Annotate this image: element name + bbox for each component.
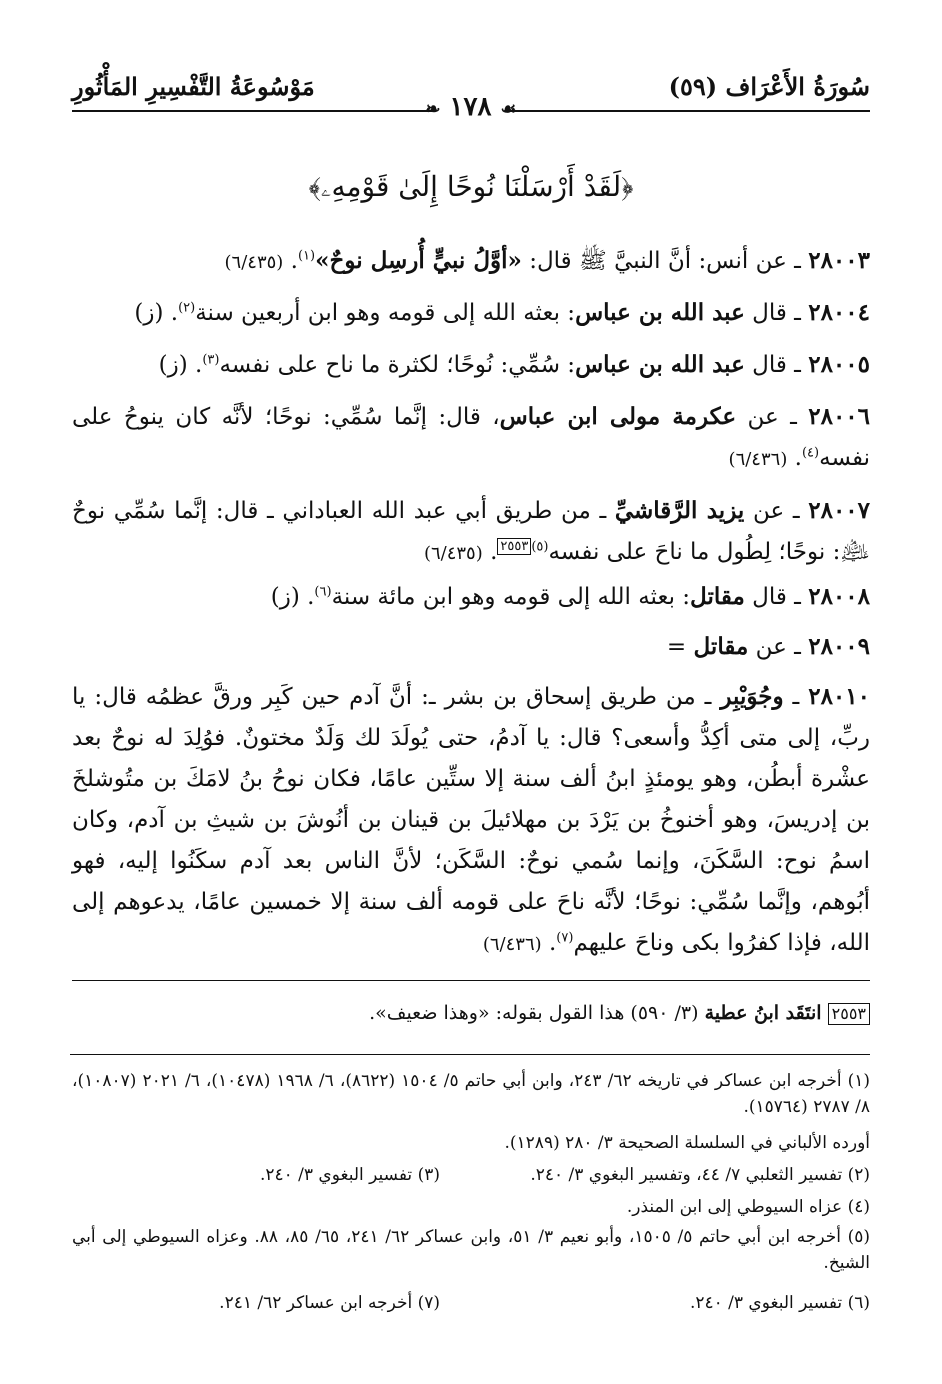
narrator-name: يزيد الرَّقاشيِّ: [614, 497, 745, 524]
footnote-marker[interactable]: (٥): [531, 539, 549, 555]
narrator-name: عكرمة مولى ابن عباس: [499, 403, 737, 430]
punctuation: .: [541, 930, 557, 956]
footnote-separator: [70, 1054, 870, 1055]
footnote-marker[interactable]: (١): [297, 248, 316, 264]
source-tag: . (ز): [158, 352, 203, 378]
page-number: [420, 92, 522, 122]
footnote-1: (١) أخرجه ابن عساكر في تاريخه ٦٢/ ٢٤٣، وابن أبي حاتم ٥/ ١٥٠٤ (٨٦٢٢)، ٦/ ١٩٦٨ (١٠٤٧٨)، ٦/ ٢٠٢١ (١٠٨٠٧)، ٨/ ٢٧٨٧ (١٥٧٦٤).: [72, 1071, 871, 1117]
footnote-marker[interactable]: (٧): [556, 930, 574, 946]
commentary-box-marker[interactable]: ٢٥٥٣: [497, 538, 531, 555]
narration-text: ـ عن: [748, 634, 801, 660]
narration-entry: [72, 676, 870, 965]
quran-verse: ﴿لَقَدْ أَرْسَلْنَا نُوحًا إِلَىٰ قَوْمِهِۦ﴾: [308, 170, 634, 203]
commentary-text: (٣/ ٥٩٠) هذا القول بقوله: «وهذا ضعيف».: [369, 1002, 705, 1024]
narration-number: ٢٨٠٠٧: [808, 497, 871, 524]
source-tag: . (ز): [134, 300, 179, 326]
commentary-number[interactable]: ٢٥٥٣: [828, 1003, 870, 1025]
header-rule-right: [510, 110, 870, 112]
narration-number: ٢٨٠٠٦: [808, 403, 871, 430]
book-header-title: مَوْسُوعَةُ التَّفْسِيرِ المَأْثُورِ: [72, 72, 315, 101]
narration-entry: [72, 396, 870, 480]
narration-text: : بعثه الله إلى قومه وهو ابن مائة سنة: [331, 584, 691, 610]
narration-text: ـ من طريق أبي عبد الله العباداني ـ قال: إنَّما سُمِّي نوحٌ ﵇: نوحًا؛ لِطُول ما ناحَ على نفسه: [72, 498, 870, 565]
volume-reference: (٦/٤٣٦): [728, 449, 788, 470]
footnote-7: (٧) أخرجه ابن عساكر ٦٢/ ٢٤١.: [219, 1293, 440, 1313]
footnote-3: (٣) تفسير البغوي ٣/ ٢٤٠.: [259, 1165, 440, 1185]
source-tag: . (ز): [270, 584, 315, 610]
footnote-marker[interactable]: (٤): [801, 445, 820, 461]
narration-number: ٢٨٠٠٤: [808, 299, 870, 326]
footnote-2: (٢) تفسير الثعلبي ٧/ ٤٤، وتفسير البغوي ٣/ ٢٤٠.: [530, 1165, 870, 1185]
footnote-marker[interactable]: (٦): [314, 584, 332, 600]
narration-text: : سُمِّي: نُوحًا؛ لكثرة ما ناح على نفسه: [219, 352, 576, 378]
narration-entry: [72, 344, 870, 386]
footnote-5: (٥) أخرجه ابن أبي حاتم ٥/ ١٥٠٥، وأبو نعيم ٣/ ٥١، وابن عساكر ٦٢/ ٢٤١، ٦٥/ ٨٥، ٨٨. وعزاه السيوطي إلى أبي الشيخ.: [72, 1227, 871, 1273]
narrator-name: وجُوَيْبِر: [720, 683, 784, 710]
narration-text: ـ من طريق إسحاق بن بشر ـ: أنَّ آدم حين كَبِر ورقَّ عظمُه قال: يا ربِّ، إلى متى أكِدُّ وأسعى؟ قال: يا آدمُ، حتى يُولَدَ لك وَلَدٌ مختونٌ. فوُلِدَ له نوحٌ بعد عشْرة أبطُن، وهو يومئذٍ ابنُ ألف سنة إلا ستِّين عامًا، فكان نوحُ بنُ لامَكَ بن متُوشلخَ بن إدريسَ، وهو أخنوخُ بن يَرْدَ بن مهلائيلَ بن قينان بن أنُوشَ بن شيثِ بن آدم، وكان اسمُ نوح: السَّكَنَ، وإنما سُمي نوحٌ: السَّكَن؛ لأنَّ الناس بعد آدم سكَنُوا إليه، فهو أبُوهم، وإنَّما سُمِّي: نوحًا؛ لأنَّه ناحَ على قومه ألف سنة إلا خمسين عامًا، يدعوهم إلى الله، فإذا كفرُوا بكى وناحَ عليهم: [72, 684, 870, 956]
narration-entry: [72, 490, 870, 574]
ornament-icon: ❧: [425, 99, 441, 120]
commentary-author: انتَقَد ابنُ عطية: [704, 1002, 822, 1024]
punctuation: .: [787, 445, 802, 471]
narrator-name: مقاتل: [690, 583, 745, 610]
narration-text: ـ عن أنس: أنَّ النبيَّ ﷺ قال:: [521, 248, 801, 274]
page-number-value: ١٧٨: [449, 92, 492, 122]
footnote-marker[interactable]: (٣): [202, 352, 220, 368]
narration-text: ، قال: إنَّما سُمِّي: نوحًا؛ لأنَّه كان ينوحُ على نفسه: [72, 404, 870, 471]
narrator-name: عبد الله بن عباس: [575, 299, 745, 326]
hadith-text: «أوَّلُ نبيٍّ أُرسِل نوحٌ»: [315, 247, 522, 274]
punctuation: .: [482, 539, 498, 565]
narration-number: ٢٨٠٠٨: [808, 583, 870, 610]
header-rule-left: [72, 110, 432, 112]
commentary-separator: [72, 980, 870, 981]
volume-reference: (٦/٤٣٦): [482, 934, 542, 955]
volume-reference: (٦/٤٣٥): [224, 252, 284, 273]
punctuation: .: [283, 248, 298, 274]
narration-entry: [72, 576, 870, 618]
narration-text: ـ قال: [744, 584, 801, 610]
footnote-6: (٦) تفسير البغوي ٣/ ٢٤٠.: [689, 1293, 870, 1313]
narration-text: : بعثه الله إلى قومه وهو ابن أربعين سنة: [195, 300, 576, 326]
footnote-marker[interactable]: (٢): [178, 300, 196, 316]
narration-text: ـ عن: [736, 404, 797, 430]
narration-entry: [72, 292, 870, 334]
narration-text: ـ عن: [744, 498, 800, 524]
narration-number: ٢٨٠٠٩: [808, 633, 870, 660]
narrator-name: عبد الله بن عباس: [575, 351, 745, 378]
volume-reference: (٦/٤٣٥): [423, 543, 483, 564]
footnote-1-continuation: أورده الألباني في السلسلة الصحيحة ٣/ ٢٨٠ (١٢٨٩).: [504, 1133, 870, 1153]
ornament-icon: ☙: [500, 99, 517, 120]
narration-number: ٢٨٠٠٥: [808, 351, 870, 378]
narration-text: =: [666, 634, 694, 660]
narration-number: ٢٨٠١٠: [808, 683, 870, 710]
narration-entry: [72, 626, 870, 668]
footnote-4: (٤) عزاه السيوطي إلى ابن المنذر.: [626, 1197, 870, 1217]
surah-header-title: سُورَةُ الأَعْرَاف (٥٩): [668, 72, 870, 101]
narration-entry: [72, 240, 870, 283]
commentary-note: [72, 998, 870, 1028]
narration-text: ـ قال: [744, 300, 801, 326]
narration-text: ـ: [783, 684, 800, 710]
narration-text: ـ قال: [744, 352, 801, 378]
narration-number: ٢٨٠٠٣: [808, 247, 870, 274]
narrator-name: مقاتل: [693, 633, 749, 660]
